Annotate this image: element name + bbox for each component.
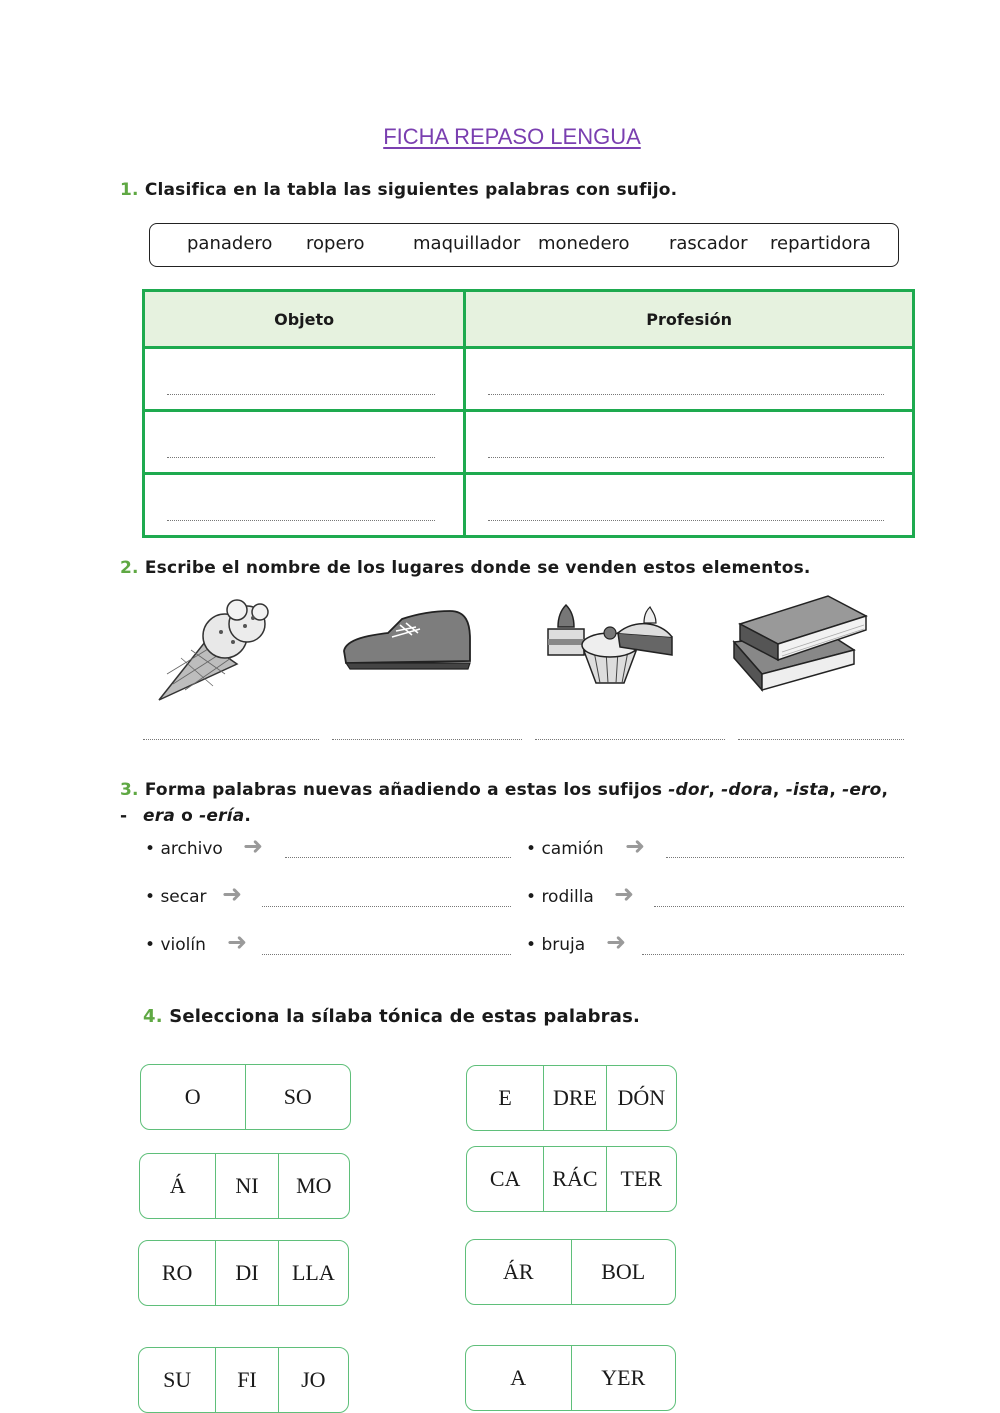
question-number: 3. bbox=[120, 780, 139, 800]
question-3-line-2 bbox=[143, 803, 251, 829]
page-title: FICHA REPASO LENGUA bbox=[383, 124, 641, 149]
arrow-right-icon: ➜ bbox=[625, 832, 646, 860]
word-bank-item: panadero bbox=[187, 233, 273, 254]
arrow-right-icon: ➜ bbox=[243, 832, 264, 860]
word-bank bbox=[149, 223, 899, 267]
answer-line[interactable] bbox=[143, 739, 319, 740]
syllable[interactable]: E bbox=[498, 1085, 512, 1110]
answer-cell[interactable] bbox=[465, 474, 914, 537]
word-item: • archivo bbox=[145, 839, 223, 859]
word-item: • rodilla bbox=[526, 887, 594, 907]
column-header-profesion: Profesión bbox=[465, 291, 914, 348]
answer-line[interactable] bbox=[654, 906, 904, 907]
word-item: • camión bbox=[526, 839, 604, 859]
column-header-objeto: Objeto bbox=[144, 291, 465, 348]
classification-table bbox=[142, 289, 915, 538]
syllable[interactable]: A bbox=[510, 1365, 527, 1390]
word-item-label: bruja bbox=[541, 935, 586, 955]
syllable[interactable]: DI bbox=[215, 1241, 277, 1305]
syllable[interactable]: SU bbox=[163, 1367, 192, 1392]
word-item-label: secar bbox=[160, 887, 207, 907]
arrow-right-icon: ➜ bbox=[614, 880, 635, 908]
answer-cell[interactable] bbox=[144, 348, 465, 411]
word-item: • violín bbox=[145, 935, 206, 955]
syllable[interactable]: SO bbox=[245, 1065, 351, 1129]
suffix: -dora bbox=[721, 780, 773, 800]
answer-cell[interactable] bbox=[144, 411, 465, 474]
syllable[interactable]: MO bbox=[278, 1154, 349, 1218]
word-bank-item: ropero bbox=[306, 233, 365, 254]
question-text: . bbox=[244, 806, 252, 826]
answer-line[interactable] bbox=[738, 739, 904, 740]
suffix: -dor bbox=[668, 780, 709, 800]
books-icon bbox=[730, 594, 870, 692]
suffix: era bbox=[143, 806, 175, 826]
answer-cell[interactable] bbox=[465, 411, 914, 474]
answer-cell[interactable] bbox=[144, 474, 465, 537]
syllable[interactable]: BOL bbox=[571, 1240, 676, 1304]
suffix: -ería bbox=[199, 806, 245, 826]
answer-line[interactable] bbox=[535, 739, 725, 740]
word-item-label: rodilla bbox=[541, 887, 594, 907]
syllable[interactable]: YER bbox=[571, 1346, 676, 1410]
syllable[interactable]: Á bbox=[169, 1173, 186, 1198]
syllable[interactable]: CA bbox=[489, 1166, 521, 1191]
answer-line[interactable] bbox=[642, 954, 904, 955]
separator: , bbox=[708, 780, 722, 800]
word-item-label: archivo bbox=[160, 839, 223, 859]
answer-line[interactable] bbox=[262, 954, 511, 955]
word-bank-item: monedero bbox=[538, 233, 630, 254]
word-bank-item: rascador bbox=[669, 233, 748, 254]
syllable[interactable]: DRE bbox=[543, 1066, 605, 1130]
separator: , - bbox=[120, 780, 889, 826]
question-2 bbox=[120, 558, 811, 578]
suffix: -ero bbox=[842, 780, 882, 800]
syllable[interactable]: RÁC bbox=[543, 1147, 605, 1211]
arrow-right-icon: ➜ bbox=[606, 928, 627, 956]
syllable[interactable]: FI bbox=[215, 1348, 277, 1412]
cakes-icon bbox=[544, 603, 676, 685]
syllable[interactable]: TER bbox=[606, 1147, 676, 1211]
word-item: • bruja bbox=[526, 935, 586, 955]
answer-line[interactable] bbox=[666, 857, 904, 858]
arrow-right-icon: ➜ bbox=[227, 928, 248, 956]
question-number: 1. bbox=[120, 180, 139, 200]
word-item-label: violín bbox=[160, 935, 206, 955]
syllable-word bbox=[138, 1240, 349, 1306]
question-text: o bbox=[175, 806, 200, 826]
answer-cell[interactable] bbox=[465, 348, 914, 411]
question-text: Escribe el nombre de los lugares donde se venden estos elementos. bbox=[144, 558, 811, 578]
answer-line[interactable] bbox=[285, 857, 511, 858]
question-text: Selecciona la sílaba tónica de estas palabras. bbox=[169, 1006, 641, 1027]
syllable[interactable]: LLA bbox=[278, 1241, 348, 1305]
syllable[interactable]: NI bbox=[215, 1154, 277, 1218]
syllable-word bbox=[140, 1064, 351, 1130]
arrow-right-icon: ➜ bbox=[222, 880, 243, 908]
word-bank-item: repartidora bbox=[770, 233, 871, 254]
syllable-word bbox=[466, 1065, 677, 1131]
answer-line[interactable] bbox=[262, 906, 511, 907]
syllable-word bbox=[465, 1239, 676, 1305]
question-1 bbox=[120, 180, 677, 200]
question-text: Forma palabras nuevas añadiendo a estas los sufijos bbox=[144, 780, 669, 800]
separator: , bbox=[829, 780, 843, 800]
syllable[interactable]: RO bbox=[161, 1260, 193, 1285]
separator: , bbox=[772, 780, 786, 800]
word-item: • secar bbox=[145, 887, 207, 907]
ice-cream-icon bbox=[155, 598, 280, 704]
syllable[interactable]: JO bbox=[278, 1348, 348, 1412]
syllable-word bbox=[138, 1347, 349, 1413]
syllable[interactable]: O bbox=[184, 1084, 201, 1109]
syllable-word bbox=[139, 1153, 350, 1219]
syllable-word bbox=[466, 1146, 677, 1212]
syllable-word bbox=[465, 1345, 676, 1411]
word-item-label: camión bbox=[541, 839, 604, 859]
syllable[interactable]: DÓN bbox=[606, 1066, 676, 1130]
question-number: 4. bbox=[143, 1006, 163, 1027]
word-bank-item: maquillador bbox=[413, 233, 521, 254]
suffix: -ista bbox=[785, 780, 830, 800]
shoe-icon bbox=[340, 605, 475, 671]
syllable[interactable]: ÁR bbox=[502, 1259, 534, 1284]
answer-line[interactable] bbox=[332, 739, 522, 740]
question-4 bbox=[143, 1006, 640, 1027]
question-text: Clasifica en la tabla las siguientes palabras con sufijo. bbox=[144, 180, 678, 200]
question-number: 2. bbox=[120, 558, 139, 578]
